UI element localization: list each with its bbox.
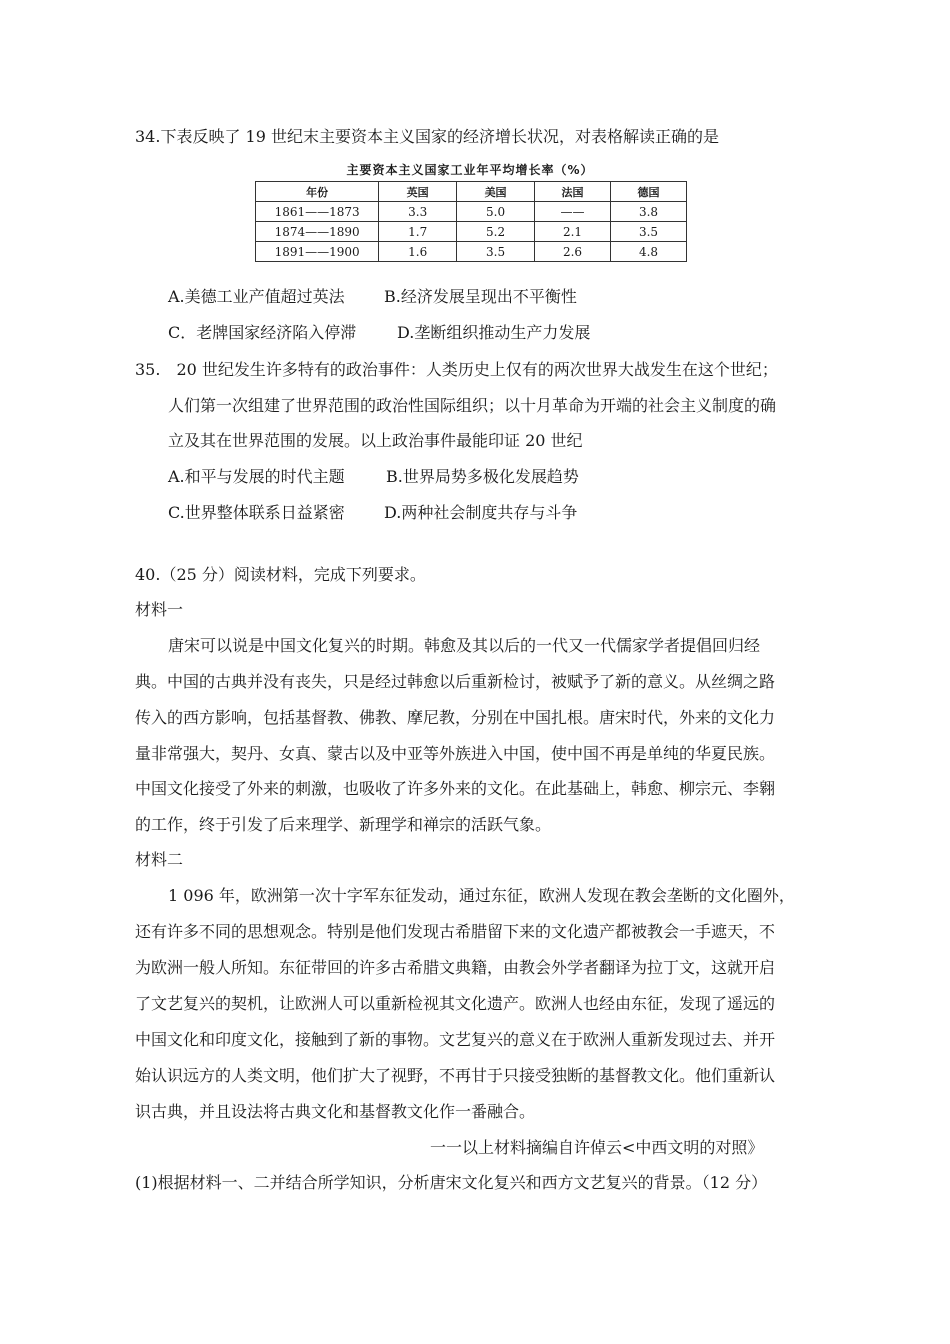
header-france: 法国: [535, 182, 611, 202]
table-cell: 1861——1873: [256, 202, 379, 222]
q35-option-a: A.和平与发展的时代主题: [168, 467, 345, 486]
material-1-line: 的工作，终于引发了后来理学、新理学和禅宗的活跃气象。: [135, 815, 552, 834]
material-1-line: 量非常强大，契丹、女真、蒙古以及中亚等外族进入中国，使中国不再是单纯的华夏民族。: [135, 744, 776, 763]
table-row: [256, 202, 687, 222]
table-cell: 3.8: [611, 202, 687, 222]
material-2-line: 了文艺复兴的契机，让欧洲人可以重新检视其文化遗产。欧洲人也经由东征，发现了遥远的: [135, 994, 776, 1013]
table-header-row: [256, 182, 687, 202]
header-year: 年份: [256, 182, 379, 202]
material-2-line: 识古典，并且设法将古典文化和基督教文化作一番融合。: [135, 1102, 536, 1121]
q34-option-b: B.经济发展呈现出不平衡性: [384, 287, 577, 306]
table-cell: ——: [535, 202, 611, 222]
material-2-line: 始认识远方的人类文明，他们扩大了视野，不再甘于只接受独断的基督教文化。他们重新认: [135, 1066, 776, 1085]
material-1-line: 中国文化接受了外来的刺激，也吸收了许多外来的文化。在此基础上，韩愈、柳宗元、李翱: [135, 779, 776, 798]
q34-stem: 34.下表反映了 19 世纪末主要资本主义国家的经济增长状况，对表格解读正确的是: [135, 127, 719, 146]
q34-option-c: C．老牌国家经济陷入停滞: [168, 323, 357, 342]
material-2-line: 1 096 年，欧洲第一次十字军东征发动，通过东征，欧洲人发现在教会垄断的文化圈外，: [168, 886, 795, 905]
table-cell: 5.2: [457, 222, 535, 242]
header-germany: 德国: [611, 182, 687, 202]
table-row: [256, 222, 687, 242]
q34-option-a: A.美德工业产值超过英法: [168, 287, 345, 306]
table-cell: 2.6: [535, 242, 611, 262]
material-2-line: 为欧洲一般人所知。东征带回的许多古希腊文典籍，由教会外学者翻译为拉丁文，这就开启: [135, 958, 776, 977]
q35-option-c: C.世界整体联系日益紧密: [168, 503, 345, 522]
q35-option-b: B.世界局势多极化发展趋势: [386, 467, 579, 486]
table-cell: 3.3: [379, 202, 457, 222]
q40-subquestion-1: (1)根据材料一、二并结合所学知识，分析唐宋文化复兴和西方文艺复兴的背景。（12 分）: [135, 1173, 768, 1192]
q35-line-2: 人们第一次组建了世界范围的政治性国际组织；以十月革命为开端的社会主义制度的确: [168, 396, 777, 415]
material-2-line: 中国文化和印度文化，接触到了新的事物。文艺复兴的意义在于欧洲人重新发现过去、并开: [135, 1030, 776, 1049]
table-cell: 2.1: [535, 222, 611, 242]
table-row: [256, 242, 687, 262]
table-cell: 1.7: [379, 222, 457, 242]
q35-line-3: 立及其在世界范围的发展。以上政治事件最能印证 20 世纪: [168, 431, 583, 450]
material-2-line: 还有许多不同的思想观念。特别是他们发现古希腊留下来的文化遗产都被教会一手遮天，不: [135, 922, 776, 941]
q40-stem: 40.（25 分）阅读材料，完成下列要求。: [135, 565, 426, 584]
header-uk: 英国: [379, 182, 457, 202]
material-1-line: 典。中国的古典并没有丧失，只是经过韩愈以后重新检讨，被赋予了新的意义。从丝绸之路: [135, 672, 776, 691]
material-source: 一一以上材料摘编自许倬云<中西文明的对照》: [430, 1138, 764, 1157]
q35-line-1: 35. 20 世纪发生许多特有的政治事件：人类历史上仅有的两次世界大战发生在这个世纪；: [135, 360, 778, 379]
material-1-line: 唐宋可以说是中国文化复兴的时期。韩愈及其以后的一代又一代儒家学者提倡回归经: [168, 636, 761, 655]
q34-option-d: D.垄断组织推动生产力发展: [397, 323, 591, 342]
table-cell: 1.6: [379, 242, 457, 262]
growth-rate-table: [255, 181, 687, 262]
table-title: 主要资本主义国家工业年平均增长率（%）: [346, 163, 594, 177]
table-cell: 5.0: [457, 202, 535, 222]
header-us: 美国: [457, 182, 535, 202]
material-2-label: 材料二: [135, 850, 184, 869]
table-cell: 4.8: [611, 242, 687, 262]
table-cell: 3.5: [611, 222, 687, 242]
table-cell: 1874——1890: [256, 222, 379, 242]
material-1-line: 传入的西方影响，包括基督教、佛教、摩尼教，分别在中国扎根。唐宋时代，外来的文化力: [135, 708, 776, 727]
material-1-label: 材料一: [135, 600, 184, 619]
table-cell: 1891——1900: [256, 242, 379, 262]
q35-option-d: D.两种社会制度共存与斗争: [384, 503, 578, 522]
table-cell: 3.5: [457, 242, 535, 262]
